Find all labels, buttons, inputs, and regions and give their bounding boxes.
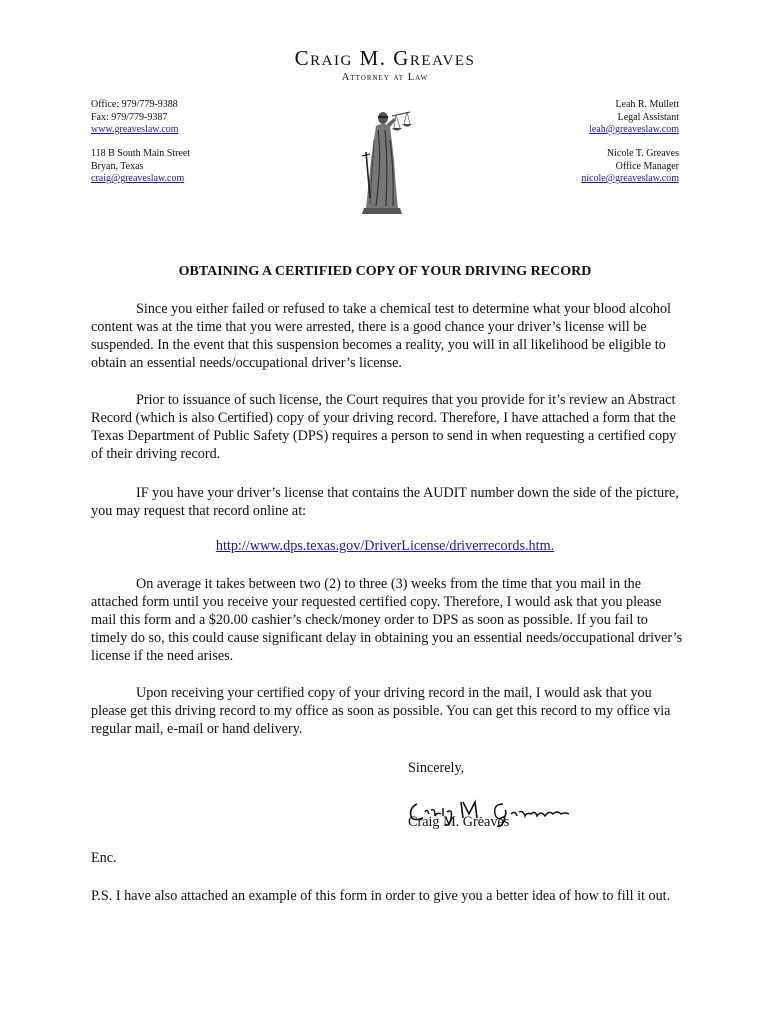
contact-right-top: [589, 99, 679, 137]
printed-signer-name: Craig M. Greaves: [408, 814, 510, 830]
street-address: 118 B South Main Street: [91, 148, 191, 159]
dps-link-line: [0, 538, 770, 555]
craig-email-link[interactable]: craig@greaveslaw.com: [91, 173, 185, 184]
manager-name: Nicole T. Greaves: [606, 148, 679, 159]
paragraph-4: On average it takes between two (2) to three (3) weeks from the time that you mail in the attached form until you receive your requested certified copy. Therefore, I would ask that you please mail this form and a $20.00 cashier’s check/money order to DPS as soon as possible. If you fail to timely do so, this could cause significant delay in obtaining you an essential needs/occupational driver’s license if the need arises.: [91, 576, 683, 664]
contact-left-bottom: [91, 148, 190, 186]
office-phone: Office: 979/779-9388: [91, 99, 178, 110]
paragraph-1: Since you either failed or refused to take a chemical test to determine what your blood alcohol content was at the time that you were arrested, there is a good chance your driver’s license will be suspended. In the event that this suspension becomes a reality, you will in all likelihood be eligible to obtain an essential needs/occupational driver’s license.: [91, 301, 671, 371]
enclosure-note: Enc.: [91, 850, 117, 866]
website-link[interactable]: www.greaveslaw.com: [91, 124, 179, 135]
letterhead-title: Attorney at Law: [341, 72, 429, 83]
assistant-role: Legal Assistant: [617, 111, 679, 123]
document-heading: OBTAINING A CERTIFIED COPY OF YOUR DRIVING RECORD: [178, 264, 592, 279]
paragraph-3: IF you have your driver’s license that contains the AUDIT number down the side of the picture, you may request that record online at:: [91, 485, 679, 519]
contact-left-top: [91, 99, 179, 137]
fax-number: Fax: 979/779-9387: [91, 111, 168, 123]
salutation: Sincerely,: [408, 760, 465, 776]
paragraph-5: Upon receiving your certified copy of your driving record in the mail, I would ask that you please get this driving record to my office as soon as possible. You can get this record to my office via regular mail, e-mail or hand delivery.: [91, 685, 671, 737]
lady-justice-logo: [352, 100, 412, 216]
city-state: Bryan, Texas: [91, 160, 144, 172]
dps-driver-records-link[interactable]: http://www.dps.texas.gov/DriverLicense/driverrecords.htm.: [215, 538, 555, 554]
letterhead-name: Craig M. Greaves: [294, 46, 476, 70]
assistant-name: Leah R. Mullett: [615, 99, 679, 110]
paragraph-2: Prior to issuance of such license, the Court requires that you provide for it’s review an Abstract Record (which is also Certified) copy of your driving record. Therefore, I have attached a form that the Texas Department of Public Safety (DPS) requires a person to send in when requesting a certified copy of their driving record.: [91, 392, 677, 462]
contact-right-bottom: [581, 148, 679, 186]
postscript: P.S. I have also attached an example of this form in order to give you a better idea of how to fill it out.: [91, 888, 671, 904]
leah-email-link[interactable]: leah@greaveslaw.com: [589, 124, 679, 135]
manager-role: Office Manager: [615, 160, 679, 172]
nicole-email-link[interactable]: nicole@greaveslaw.com: [581, 173, 679, 184]
